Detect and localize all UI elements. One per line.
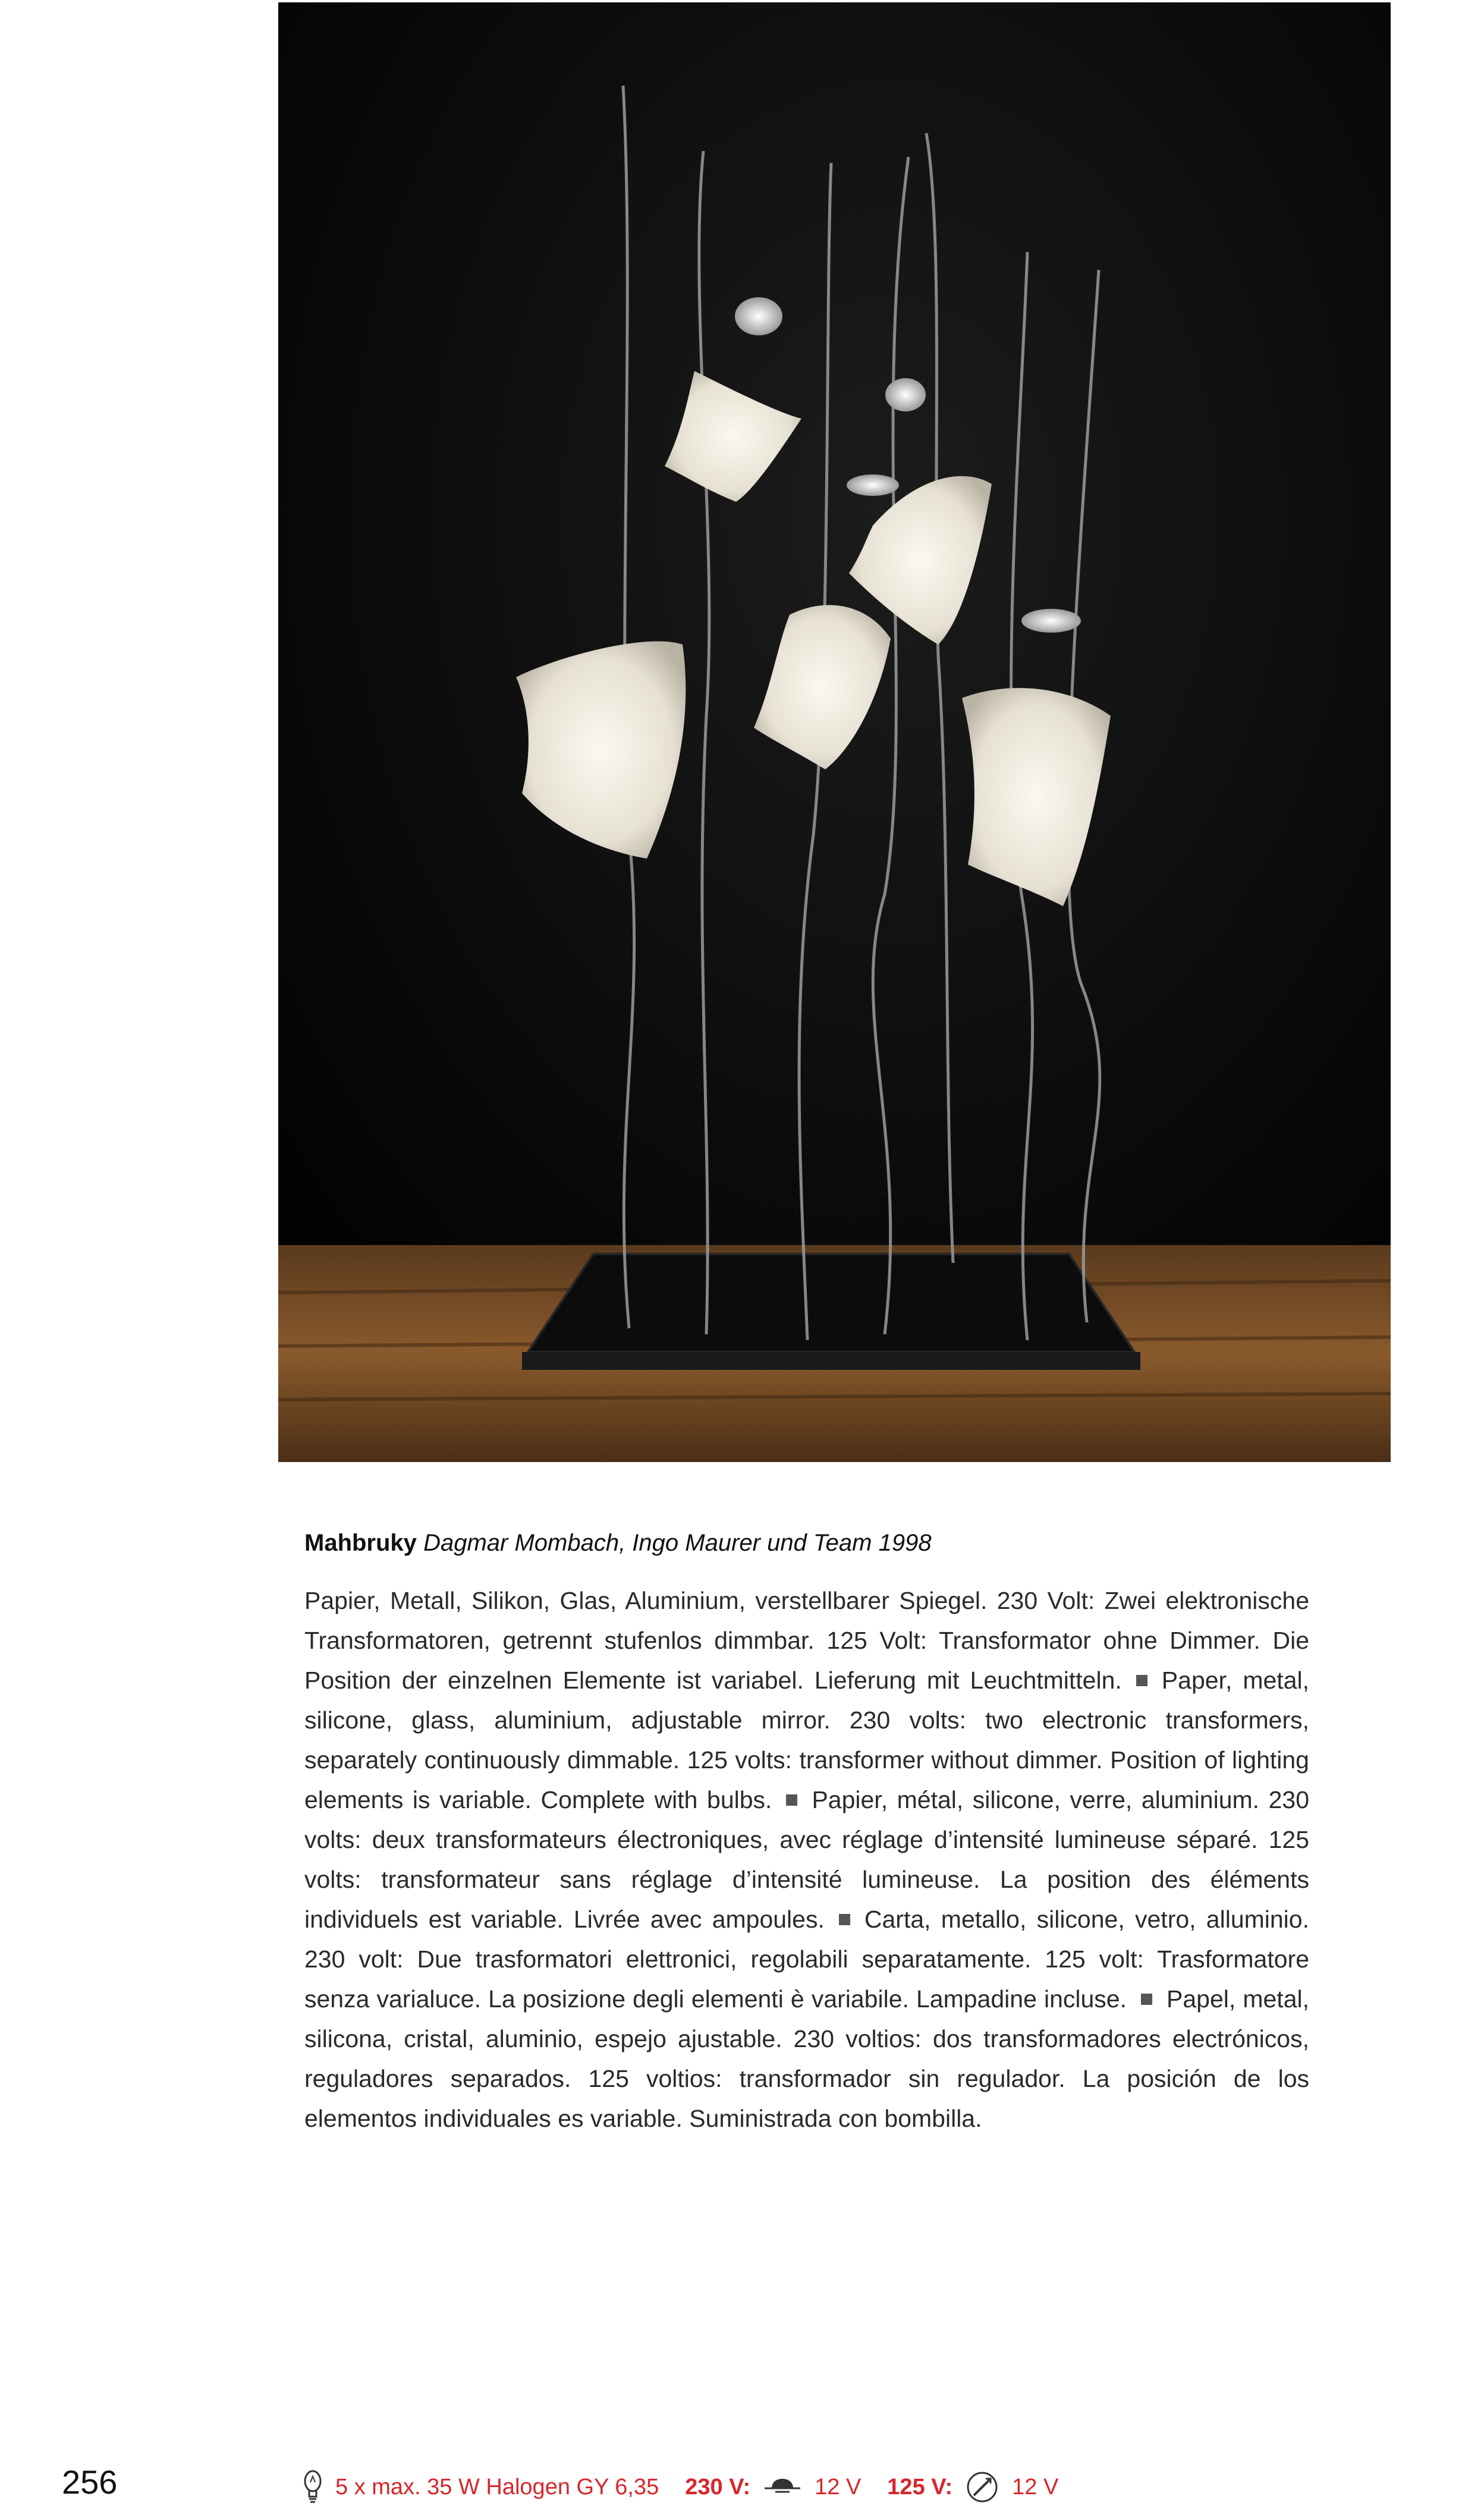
mirror bbox=[1021, 609, 1081, 633]
product-caption bbox=[304, 1525, 1309, 2139]
product-designers: Dagmar Mombach, Ingo Maurer und Team 1998 bbox=[423, 1530, 932, 1556]
bulb-spec: 5 x max. 35 W Halogen GY 6,35 bbox=[335, 2474, 659, 2500]
transformer-icon bbox=[763, 2475, 801, 2499]
description-english: Paper, metal, silicone, glass, aluminium, adjustable mirror. 230 volts: two electronic transformers, separately continuously dimmable. 125 volts: transformer without dimmer. Position of lighting elements is variable. Complete with bulbs. bbox=[304, 1667, 1309, 1813]
voltage-230-label: 230 V: bbox=[685, 2474, 751, 2500]
product-photo bbox=[278, 2, 1391, 1462]
separator-square-icon bbox=[1141, 1994, 1152, 2005]
voltage-125-value: 12 V bbox=[1012, 2474, 1059, 2500]
mirror bbox=[885, 378, 926, 411]
product-title bbox=[304, 1525, 1309, 1561]
page-number: 256 bbox=[62, 2463, 118, 2501]
product-description bbox=[304, 1581, 1309, 2139]
product-name: Mahbruky bbox=[304, 1530, 417, 1556]
mirror bbox=[847, 474, 899, 496]
description-spanish: Papel, metal, silicona, cristal, aluminio, espejo ajustable. 230 voltios: dos transformadores electrónicos, reguladores separados. 125 voltios: transformador sin regulador. La posición de los elementos individuales es variable. Suministrada con bombilla. bbox=[304, 1985, 1310, 2132]
dimmer-icon bbox=[966, 2470, 999, 2504]
separator-square-icon bbox=[1136, 1675, 1147, 1686]
description-french: Papier, métal, silicone, verre, aluminium. 230 volts: deux transformateurs électroniques, avec réglage d’intensité lumineuse séparé. 125 volts: transformateur sans réglage d’intensité lumineuse. La position des éléments individuels est variable. Livrée avec ampoules. bbox=[304, 1786, 1309, 1933]
lamp-photo-illustration bbox=[278, 2, 1391, 1462]
technical-specs bbox=[303, 2466, 1058, 2508]
separator-square-icon bbox=[786, 1794, 797, 1806]
separator-square-icon bbox=[839, 1914, 850, 1925]
mirror bbox=[735, 297, 782, 335]
lamp-base bbox=[528, 1254, 1134, 1352]
voltage-125-label: 125 V: bbox=[887, 2474, 953, 2500]
description-italian: Carta, metallo, silicone, vetro, alluminio. 230 volt: Due trasformatori elettronici, regolabili separatamente. 125 volt: Trasformatore senza varialuce. La posizione degli elementi è variabile. Lampadine incluse. bbox=[304, 1906, 1309, 2013]
description-german: Papier, Metall, Silikon, Glas, Aluminium, verstellbarer Spiegel. 230 Volt: Zwei elektronische Transformatoren, getrennt stufenlos dimmbar. 125 Volt: Transformator ohne Dimmer. Die Position der einzelnen Elemente ist variabel. Lieferung mit Leuchtmitteln. bbox=[304, 1587, 1309, 1694]
bulb-icon bbox=[303, 2469, 322, 2505]
voltage-230-value: 12 V bbox=[815, 2474, 862, 2500]
